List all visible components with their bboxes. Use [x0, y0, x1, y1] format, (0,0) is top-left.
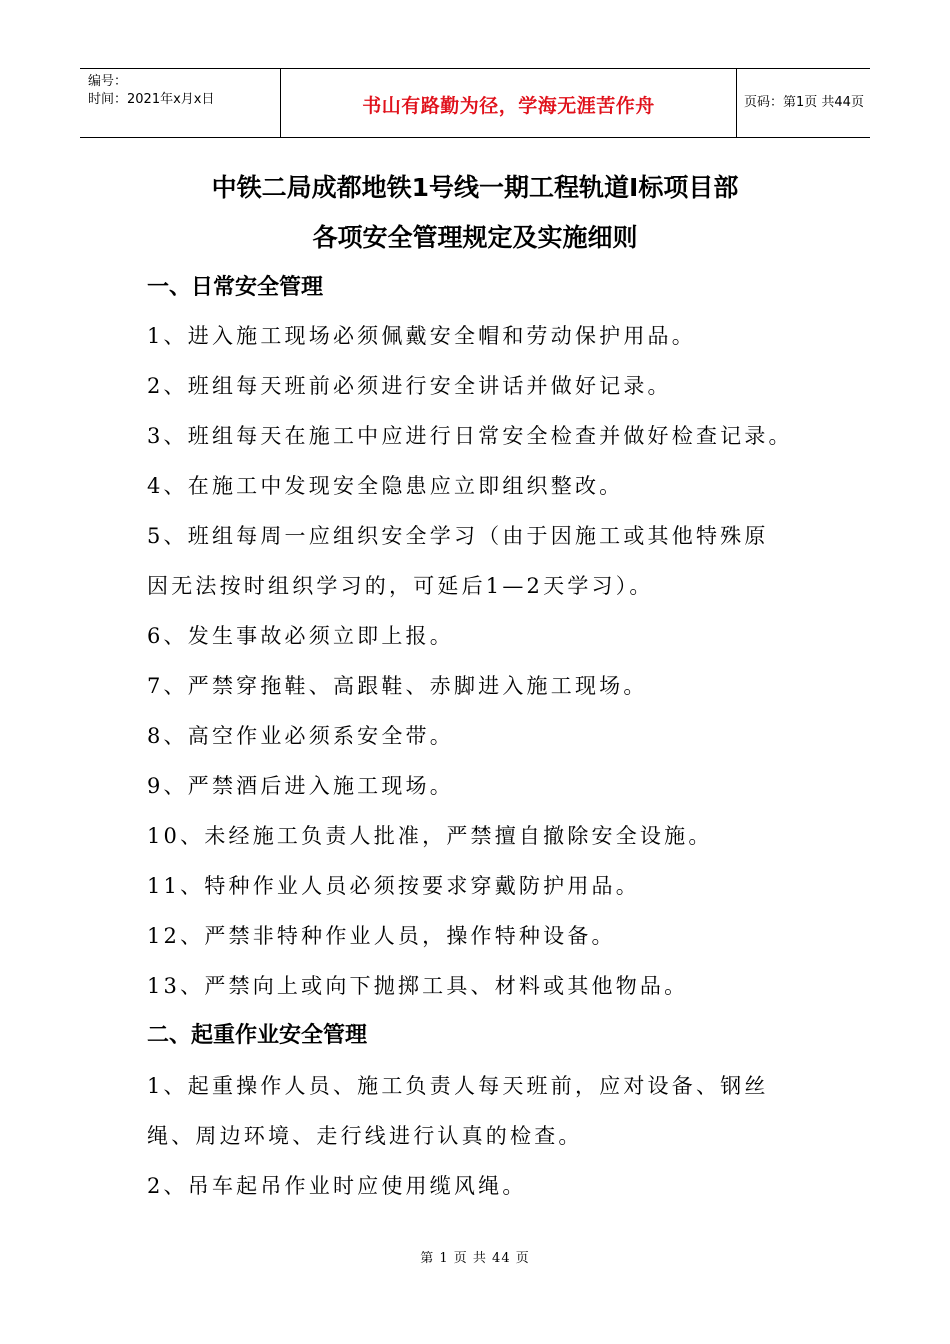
document-date-label: 时间：2021年x月x日: [88, 92, 215, 107]
list-item: 9、严禁酒后进入施工现场。: [147, 774, 454, 798]
list-item-continuation: 因无法按时组织学习的，可延后1—2天学习）。: [147, 574, 654, 598]
document-header: [80, 68, 870, 138]
list-item: 2、吊车起吊作业时应使用缆风绳。: [147, 1174, 527, 1198]
list-item: 3、班组每天在施工中应进行日常安全检查并做好检查记录。: [147, 424, 793, 448]
list-item: 5、班组每周一应组织安全学习（由于因施工或其他特殊原: [147, 524, 769, 548]
header-page-cell: [736, 69, 870, 137]
list-item: 1、起重操作人员、施工负责人每天班前，应对设备、钢丝: [147, 1074, 769, 1098]
page-footer: 第 1 页 共 44 页: [420, 1251, 530, 1266]
list-item: 1、进入施工现场必须佩戴安全帽和劳动保护用品。: [147, 324, 696, 348]
list-item: 2、班组每天班前必须进行安全讲话并做好记录。: [147, 374, 672, 398]
header-motto-cell: [280, 69, 737, 137]
list-item: 11、特种作业人员必须按要求穿戴防护用品。: [147, 874, 640, 898]
list-item: 8、高空作业必须系安全带。: [147, 724, 454, 748]
section-heading-daily-safety: 一、日常安全管理: [147, 275, 324, 300]
list-item: 13、严禁向上或向下抛掷工具、材料或其他物品。: [147, 974, 689, 998]
list-item: 12、严禁非特种作业人员，操作特种设备。: [147, 924, 616, 948]
list-item: 7、严禁穿拖鞋、高跟鞋、赤脚进入施工现场。: [147, 674, 648, 698]
document-title-line2: 各项安全管理规定及实施细则: [312, 223, 638, 252]
section-heading-lifting-safety: 二、起重作业安全管理: [147, 1023, 368, 1048]
list-item: 4、在施工中发现安全隐患应立即组织整改。: [147, 474, 624, 498]
header-page-number: 页码：第1页 共44页: [744, 95, 864, 110]
document-title-line1: 中铁二局成都地铁1号线一期工程轨道Ⅰ标项目部: [211, 173, 739, 202]
list-item-continuation: 绳、周边环境、走行线进行认真的检查。: [147, 1124, 583, 1148]
document-number-label: 编号：: [88, 74, 128, 89]
list-item: 10、未经施工负责人批准，严禁擅自撤除安全设施。: [147, 824, 713, 848]
header-motto: 书山有路勤为径，学海无涯苦作舟: [362, 95, 655, 117]
list-item: 6、发生事故必须立即上报。: [147, 624, 454, 648]
header-info-cell: [80, 69, 280, 137]
